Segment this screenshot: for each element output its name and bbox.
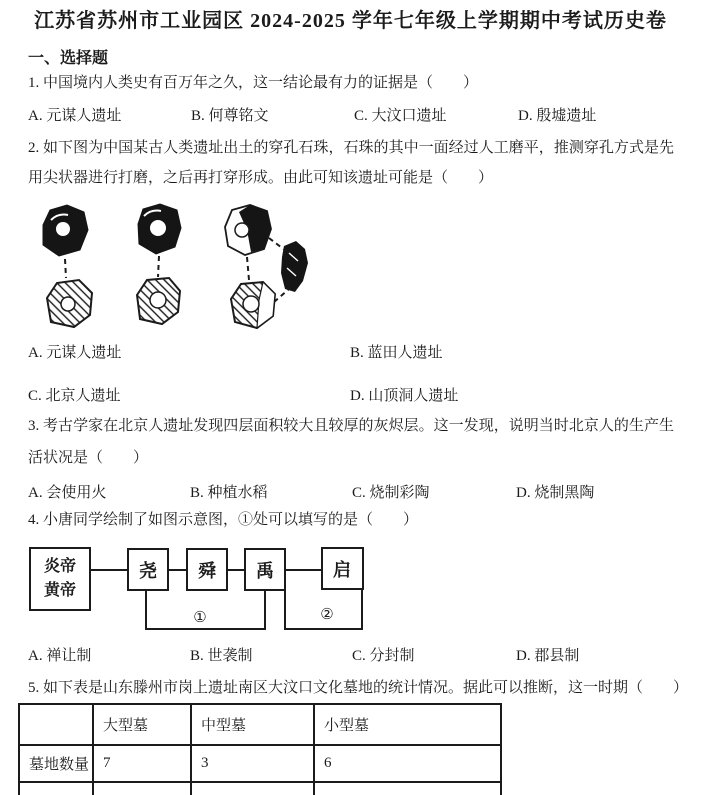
section-heading: 一、选择题 bbox=[28, 50, 109, 67]
diagram-label-shun: 舜 bbox=[198, 561, 216, 581]
question-1-text: 1. 中国境内人类史有百万年之久，这一结论最有力的证据是（ ） bbox=[28, 75, 479, 91]
diagram-label-yu: 禹 bbox=[256, 561, 274, 581]
table-cell-medium-count: 3 bbox=[191, 745, 314, 782]
succession-diagram bbox=[28, 545, 373, 637]
q4-option-a: A. 禅让制 bbox=[28, 648, 92, 664]
diagram-label-huangdi: 黄帝 bbox=[43, 582, 77, 599]
stone-beads-figure bbox=[30, 198, 315, 340]
table-cell-row-label: 墓地数量 bbox=[19, 745, 93, 782]
tomb-statistics-table bbox=[18, 703, 502, 795]
q1-option-d: D. 殷墟遗址 bbox=[518, 108, 597, 124]
table-header-empty bbox=[19, 704, 93, 745]
question-3-text: 3. 考古学家在北京人遗址发现四层面积较大且较厚的灰烬层。这一发现，说明当时北京人的生产生活状况是（ ） bbox=[28, 418, 674, 466]
q4-option-c: C. 分封制 bbox=[352, 648, 415, 664]
diagram-label-yandi: 炎帝 bbox=[43, 558, 77, 575]
q2-option-b: B. 蓝田人遗址 bbox=[350, 345, 443, 361]
question-2-text: 2. 如下图为中国某古人类遗址出土的穿孔石珠，石珠的其中一面经过人工磨平，推测穿孔方式是先用尖状器进行打磨，之后再打穿形成。由此可知该遗址可能是（ ） bbox=[28, 140, 674, 186]
page-title: 江苏省苏州市工业园区 2024-2025 学年七年级上学期期中考试历史卷 bbox=[34, 10, 667, 32]
table-row bbox=[19, 745, 501, 782]
table-header-row bbox=[19, 704, 501, 745]
question-4-text: 4. 小唐同学绘制了如图示意图，①处可以填写的是（ ） bbox=[28, 512, 419, 528]
bead-group-3 bbox=[225, 205, 308, 328]
q3-option-c: C. 烧制彩陶 bbox=[352, 485, 430, 501]
diagram-label-yao: 尧 bbox=[139, 561, 157, 581]
table-header-large: 大型墓 bbox=[93, 704, 191, 745]
bead-pair-2 bbox=[137, 204, 181, 324]
diagram-label-qi: 启 bbox=[333, 560, 351, 580]
table-cell-small-count: 6 bbox=[314, 745, 501, 782]
question-5-text: 5. 如下表是山东滕州市岗上遗址南区大汶口文化墓地的统计情况。据此可以推断，这一时期（ ） bbox=[28, 680, 689, 696]
table-header-medium: 中型墓 bbox=[191, 704, 314, 745]
table-header-small: 小型墓 bbox=[314, 704, 501, 745]
q2-option-a: A. 元谋人遗址 bbox=[28, 345, 122, 361]
bracket-2-label: ② bbox=[320, 607, 334, 623]
q1-option-b: B. 何尊铭文 bbox=[191, 108, 269, 124]
q2-option-d: D. 山顶洞人遗址 bbox=[350, 388, 459, 404]
q2-option-c: C. 北京人遗址 bbox=[28, 388, 121, 404]
q1-option-a: A. 元谋人遗址 bbox=[28, 108, 122, 124]
table-row-partial bbox=[19, 782, 501, 795]
question-2-options-row-1 bbox=[0, 343, 701, 363]
q3-option-d: D. 烧制黑陶 bbox=[516, 485, 595, 501]
q1-option-c: C. 大汶口遗址 bbox=[354, 108, 447, 124]
q4-option-d: D. 郡县制 bbox=[516, 648, 580, 664]
question-3-options bbox=[0, 483, 701, 503]
table-cell-large-count: 7 bbox=[93, 745, 191, 782]
q3-option-b: B. 种植水稻 bbox=[190, 485, 268, 501]
question-2-options-row-2 bbox=[0, 386, 701, 406]
q3-option-a: A. 会使用火 bbox=[28, 485, 107, 501]
bead-pair-1 bbox=[43, 205, 92, 327]
q4-option-b: B. 世袭制 bbox=[190, 648, 253, 664]
question-1-options bbox=[0, 106, 701, 126]
question-4-options bbox=[0, 646, 701, 666]
bracket-1-label: ① bbox=[193, 610, 207, 626]
